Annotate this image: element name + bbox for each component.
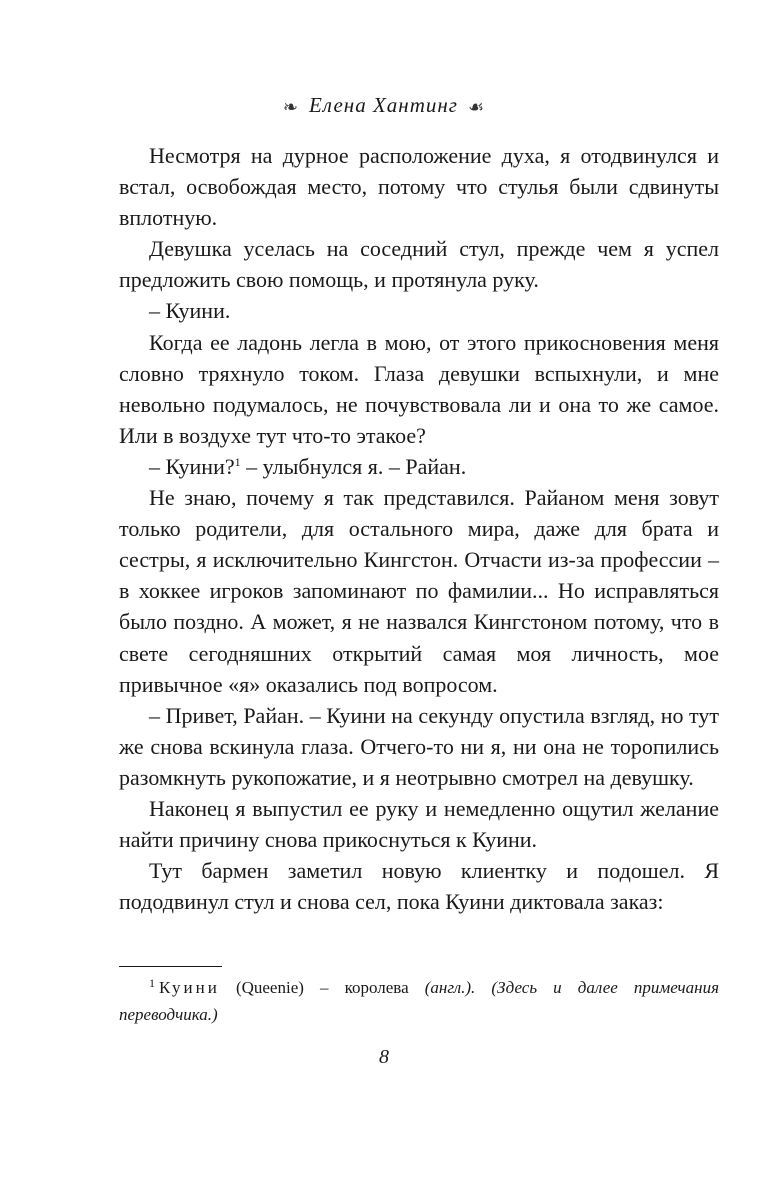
paragraph: Тут бармен заметил новую клиентку и подошел. Я пододвинул стул и снова сел, пока Куини диктовала заказ: [119, 858, 719, 915]
paragraph: Не знаю, почему я так представился. Райаном меня зовут только родители, для остального мира, даже для брата и сестры, я исключительно Кингстон. Отчасти из-за профессии – в хоккее игроков запоминают по фамилии... Но исправляться было поздно. А может, я не назвался Кингстоном потому, что в свете сегодняшних открытий самая моя личность, мое привычное «я» оказались под вопросом. [119, 485, 719, 697]
running-header [0, 90, 768, 122]
footnote-note: (англ.). (Здесь и далее примечания переводчика.) [119, 978, 719, 1024]
footnote [119, 974, 719, 1028]
paragraph: Несмотря на дурное расположение духа, я отодвинулся и встал, освобождая место, потому что стулья были сдвинуты вплотную. [119, 143, 719, 231]
paragraph: Когда ее ладонь легла в мою, от этого прикосновения меня словно тряхнуло током. Глаза девушки вспыхнули, и мне невольно подумалось, не почувствовала ли и она то же самое. Или в воздухе тут что-то этакое? [119, 329, 719, 448]
footnote-original: (Queenie) – королева [219, 978, 425, 997]
ornament-right-icon: ☙ [467, 97, 486, 118]
running-header-title: Елена Хантинг [308, 93, 458, 117]
page-number: 8 [379, 1046, 389, 1068]
paragraph: – Привет, Райан. – Куини на секунду опустила взгляд, но тут же снова вскинула глаза. Отчего-то ни я, ни она не торопились разомкнуть рукопожатие, и я неотрывно смотрел на девушку. [119, 702, 719, 790]
footnote-reference: 1 [234, 454, 241, 469]
dialogue-paragraph [119, 451, 719, 482]
paragraph: Девушка уселась на соседний стул, прежде чем я успел предложить свою помощь, и протянула руку. [119, 236, 719, 293]
paragraph: – Куини. [149, 298, 231, 324]
ornament-left-icon: ❧ [282, 97, 299, 118]
footnote-mark: 1 [149, 976, 155, 990]
paragraph: Наконец я выпустил ее руку и немедленно ощутил желание найти причину снова прикоснуться к Куини. [119, 795, 719, 853]
footnote-divider [119, 966, 222, 967]
dialogue-after-mark: – улыбнулся я. – Райан. [240, 453, 467, 479]
footnote-term: Куини [159, 978, 220, 997]
dialogue-before-mark: – Куини? [149, 453, 235, 479]
body-text [119, 140, 719, 917]
